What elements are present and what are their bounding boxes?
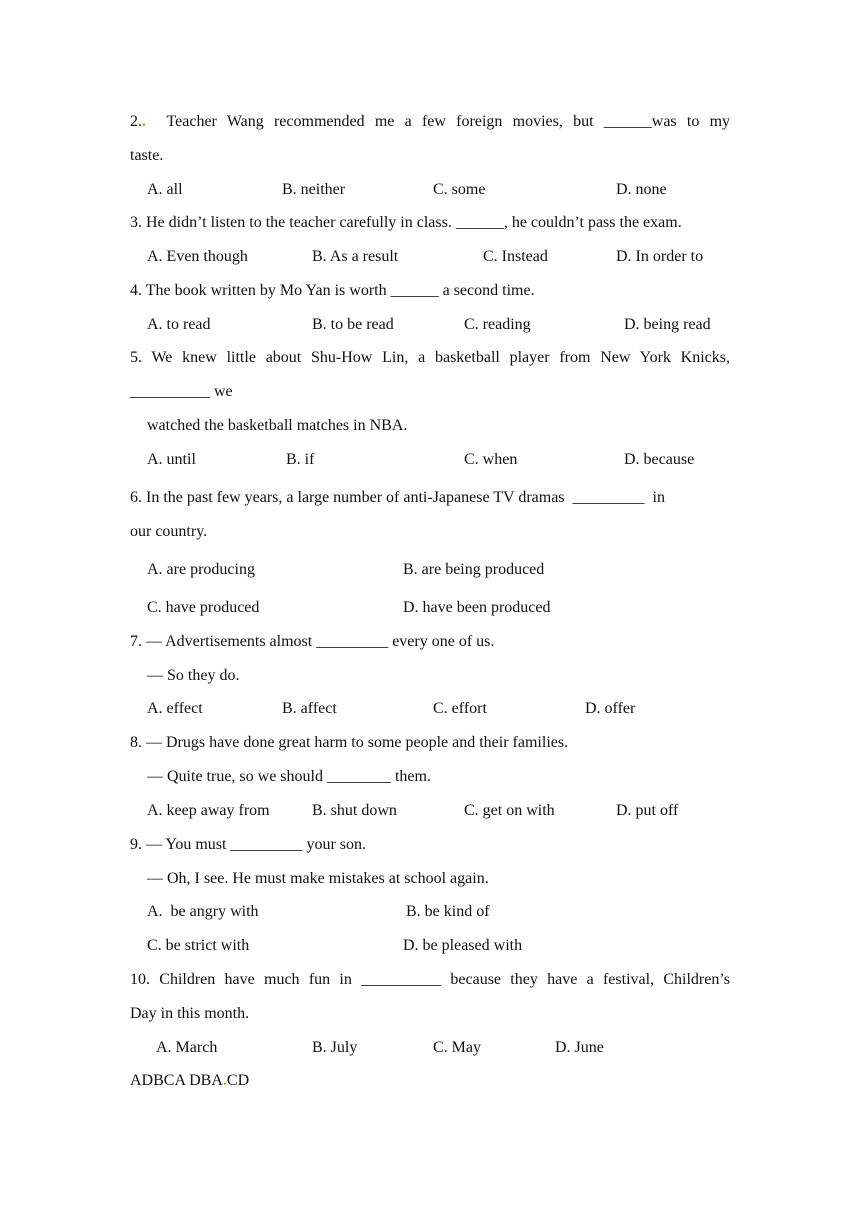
q9-option-d: D. be pleased with	[403, 937, 523, 954]
q8-option-b: B. shut down	[312, 802, 397, 819]
q9-option-b: B. be kind of	[406, 903, 490, 920]
q6-option-c: C. have produced	[147, 599, 260, 616]
q6-option-b: B. are being produced	[403, 561, 545, 578]
q6-option-d: D. have been produced	[403, 599, 551, 616]
q7-option-a: A. effect	[147, 700, 203, 717]
q3-option-d: D. In order to	[616, 248, 704, 265]
q2-option-a: A. all	[147, 181, 183, 198]
q3-option-c: C. Instead	[483, 248, 548, 265]
q4-option-d: D. being read	[624, 316, 711, 333]
q8-option-a: A. keep away from	[147, 802, 270, 819]
q8-option-c: C. get on with	[464, 802, 555, 819]
question-6-line-2: our country.	[130, 523, 208, 540]
question-8-line-2: — Quite true, so we should ________ them.	[147, 768, 431, 785]
question-7-line-2: — So they do.	[147, 667, 240, 684]
answer-key-mark: .	[222, 1072, 227, 1089]
q3-option-a: A. Even though	[147, 248, 248, 265]
question-10-line-2: Day in this month.	[130, 1005, 250, 1022]
q5-option-b: B. if	[286, 451, 315, 468]
question-number: 2.	[130, 113, 142, 130]
question-7-line-1: 7. — Advertisements almost _________ every one of us.	[130, 633, 495, 650]
q5-option-c: C. when	[464, 451, 518, 468]
q7-option-b: B. affect	[282, 700, 337, 717]
q8-option-d: D. put off	[616, 802, 679, 819]
q5-option-d: D. because	[624, 451, 695, 468]
q4-option-c: C. reading	[464, 316, 531, 333]
q2-option-c: C. some	[433, 181, 486, 198]
answer-key	[130, 1073, 249, 1089]
question-3-line-1: 3. He didn’t listen to the teacher carefully in class. ______, he couldn’t pass the exam.	[130, 214, 682, 231]
q9-option-c: C. be strict with	[147, 937, 250, 954]
question-2-line-2: taste.	[130, 147, 164, 164]
q7-option-d: D. offer	[585, 700, 636, 717]
q7-option-c: C. effort	[433, 700, 487, 717]
q5-option-a: A. until	[147, 451, 196, 468]
question-text: Teacher Wang recommended me a few foreign movies, but ______was to my	[166, 113, 731, 130]
answer-key-part-1: ADBCA DBA	[130, 1072, 223, 1089]
q6-option-a: A. are producing	[147, 561, 255, 578]
question-5-line-2: __________ we	[130, 383, 233, 400]
q10-option-c: C. May	[433, 1039, 481, 1056]
q4-option-b: B. to be read	[312, 316, 394, 333]
question-6-line-1: 6. In the past few years, a large number of anti-Japanese TV dramas _________ in	[130, 489, 665, 506]
question-9-line-2: — Oh, I see. He must make mistakes at school again.	[147, 870, 489, 887]
q9-option-a: A. be angry with	[147, 903, 259, 920]
q10-option-d: D. June	[555, 1039, 604, 1056]
q4-option-a: A. to read	[147, 316, 211, 333]
q2-option-d: D. none	[616, 181, 667, 198]
question-10-line-1: 10. Children have much fun in __________ because they have a festival, Children’s	[130, 971, 730, 988]
q2-option-b: B. neither	[282, 181, 346, 198]
q10-option-b: B. July	[312, 1039, 358, 1056]
question-8-line-1: 8. — Drugs have done great harm to some people and their families.	[130, 734, 569, 751]
answer-key-part-2: CD	[226, 1072, 250, 1089]
question-4-line-1: 4. The book written by Mo Yan is worth ______ a second time.	[130, 282, 535, 299]
question-5-line-3: watched the basketball matches in NBA.	[147, 417, 408, 434]
question-mark: .	[142, 113, 146, 130]
question-5-line-1: 5. We knew little about Shu-How Lin, a basketball player from New York Knicks,	[130, 349, 730, 366]
q10-option-a: A. March	[156, 1039, 218, 1056]
q3-option-b: B. As a result	[312, 248, 399, 265]
question-2-line-1	[130, 114, 730, 130]
question-9-line-1: 9. — You must _________ your son.	[130, 836, 367, 853]
